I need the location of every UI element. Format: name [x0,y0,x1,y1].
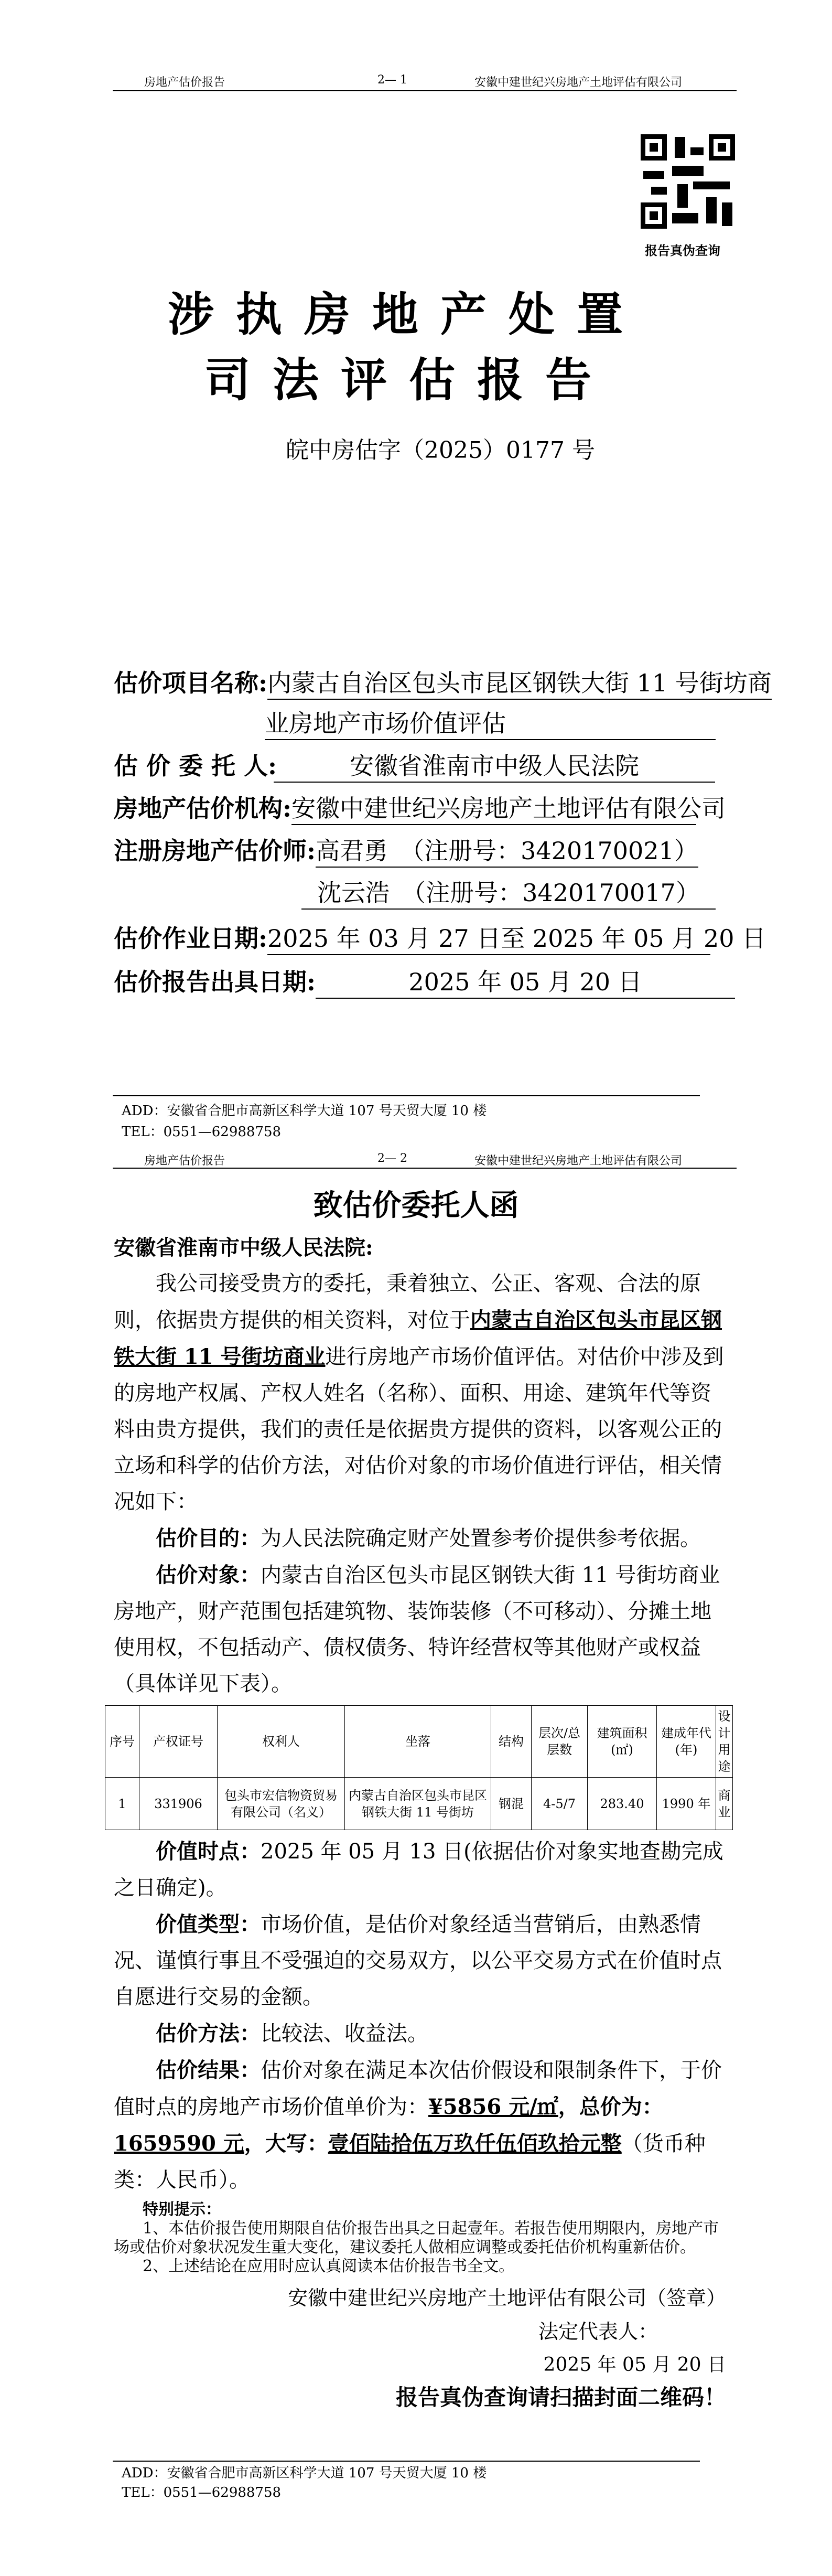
table-header-cell: 设计用途 [716,1706,733,1778]
footer-rule [113,1095,700,1096]
table-header-cell: 权利人 [218,1706,345,1778]
object-paragraph [114,1557,726,1702]
letter-body [114,1230,726,1702]
text-span [651,187,667,195]
text-span [643,171,664,179]
text-span: 内蒙古自治区包头市昆区钢铁大街 11 号街坊商业 [114,1308,722,1369]
text-span [690,147,704,155]
table-header-cell: 建成年代(年) [657,1706,716,1778]
text-span [677,184,688,208]
table-header-cell: 结构 [491,1706,532,1778]
text-span: 估价目的： [156,1526,261,1551]
text-span: ，总价为： [558,2094,663,2119]
text-span: 注册房地产估价师: [114,837,316,865]
header-page: 2— 2 [377,1152,407,1165]
header-right: 安徽中建世纪兴房地产土地评估有限公司 [474,1155,683,1168]
table-cell: 283.40 [588,1778,657,1830]
field-issue-date [114,963,735,999]
footer-address: ADD：安徽省合肥市高新区科学大道 107 号天贸大厦 10 楼 [122,2465,487,2481]
field-client [114,747,715,783]
table-header-cell: 产权证号 [139,1706,218,1778]
intro-paragraph [114,1266,726,1520]
cover-page [0,0,832,1149]
text-span: 估价报告出具日期: [114,968,316,996]
text-span: 估 价 委 托 人: [114,752,277,780]
header-rule [113,90,737,91]
total-price-chinese: 壹佰陆拾伍万玖仟伍佰玖拾元整 [328,2131,622,2156]
table-cell: 包头市宏信物资贸易有限公司（名义） [218,1778,345,1830]
text-span: 市场价值，是估价对象经适当营销后，由熟悉情况、谨慎行事且不受强迫的交易双方，以公平交易方式在价值时点自愿进行交易的金额。 [114,1912,722,2009]
table-cell: 1990 年 [657,1778,716,1830]
text-span [706,197,717,223]
footer-address: ADD：安徽省合肥市高新区科学大道 107 号天贸大厦 10 楼 [122,1103,487,1119]
text-span: 价值类型： [156,1912,261,1937]
signature-company: 安徽中建世纪兴房地产土地评估有限公司（签章） [287,2286,726,2310]
text-span: 高君勇 （注册号：3420170021） [316,832,698,868]
text-span [675,137,685,158]
unit-price: ¥5856 元/㎡ [428,2094,558,2119]
field-project-name-cont: 业房地产市场价值评估 [265,704,716,740]
table-header-cell: 坐落 [345,1706,491,1778]
signature-block [114,2281,726,2413]
text-span: 估价项目名称: [114,669,267,697]
purpose-paragraph [114,1520,726,1557]
header-page: 2— 1 [377,73,407,87]
verification-hint: 报告真伪查询请扫描封面二维码！ [395,2385,726,2410]
notice-title: 特别提示： [143,2200,221,2219]
field-agency [114,789,726,825]
text-span [650,211,658,220]
text-span: 进行房地产市场价值评估。对估价中涉及到的房地产权属、产权人姓名（名称）、面积、用途、建筑年代等资料由贵方提供，我们的责任是依据贵方提供的资料，以客观公正的立场和科学的估价方法，对估价对象的市场价值进行评估，相关情况如下： [114,1345,724,1514]
text-span: 估价结果： [156,2058,261,2082]
signature-date: 2025 年 05 月 20 日 [543,2354,726,2376]
cover-title-line2: 司法评估报告 [204,352,614,407]
qr-caption: 报告真伪查询 [645,243,720,258]
text-span [105,1706,733,1778]
table-header-cell: 序号 [105,1706,139,1778]
table-header-cell: 层次/总层数 [532,1706,588,1778]
text-span: 安徽省淮南市中级人民法院 [274,747,715,783]
header-right: 安徽中建世纪兴房地产土地评估有限公司 [474,76,683,89]
field-project-name [114,664,772,700]
qr-code-icon[interactable] [641,134,735,229]
page-header [144,1152,737,1168]
text-span [672,213,698,223]
text-span: （货币种类：人民币）。 [114,2132,706,2192]
text-span [650,143,658,152]
table-cell: 内蒙古自治区包头市昆区钢铁大街 11 号街坊 [345,1778,491,1830]
header-left: 房地产估价报告 [144,76,225,89]
letter-body-2 [114,1833,726,2198]
footer-tel: TEL：0551—62988758 [122,2485,282,2500]
table-cell: 4-5/7 [532,1778,588,1830]
table-cell: 1 [105,1778,139,1830]
report-number: 皖中房估字（2025）0177 号 [286,437,595,464]
table-cell: 331906 [139,1778,218,1830]
text-span: 房地产估价机构: [114,794,291,822]
letter-page [0,1149,832,2576]
text-span: 内蒙古自治区包头市昆区钢铁大街 11 号街坊商业房地产，财产范围包括建筑物、装饰装修（不可移动）、分摊土地使用权，不包括动产、债权债务、特许经营权等其他财产或权益（具体详见下表）。 [114,1563,720,1696]
method-paragraph [114,2015,726,2052]
text-span: 比较法、收益法。 [261,2022,428,2046]
text-span: 安徽中建世纪兴房地产土地评估有限公司 [291,789,696,825]
text-span: 2025 年 03 月 27 日至 2025 年 05 月 20 日 [267,920,710,955]
cover-title-line1: 涉执房地产处置 [168,287,645,341]
letter-title: 致估价委托人函 [313,1188,519,1223]
text-span [693,181,730,189]
value-type-paragraph [114,1906,726,2015]
notice-2: 2、上述结论在应用时应认真阅读本估价报告书全文。 [143,2257,515,2275]
text-span [722,202,732,226]
text-span: 估价对象在满足本次估价假设和限制条件下，于价值时点的房地产市场价值单价为： [114,2058,722,2119]
footer-rule [113,2461,700,2462]
text-span: 为人民法院确定财产处置参考价提供参考依据。 [261,1526,701,1551]
field-appraiser [114,832,698,868]
text-span: 内蒙古自治区包头市昆区钢铁大街 11 号街坊商 [267,664,772,700]
addressee: 安徽省淮南市中级人民法院: [114,1235,373,1260]
result-paragraph [114,2052,726,2198]
table-header-row [105,1706,733,1778]
legal-representative: 法定代表人： [538,2320,658,2343]
text-span: 2025 年 05 月 20 日 [316,963,735,999]
table-cell: 商业 [716,1778,733,1830]
text-span: ，大写： [244,2131,328,2156]
field-appraiser-row2 [301,874,716,910]
text-span: 估价对象： [156,1563,261,1587]
table-cell: 钢混 [491,1778,532,1830]
text-span [718,143,726,152]
value-date-paragraph [114,1833,726,1906]
notice-1: 1、本估价报告使用期限自估价报告出具之日起壹年。若报告使用期限内，房地产市场或估价对象状况发生重大变化，建议委托人做相应调整或委托估价机构重新估价。 [114,2219,719,2257]
text-span: 价值时点： [156,1839,261,1864]
property-table [105,1705,733,1830]
field-project-name-row2 [265,704,716,740]
text-span [105,1778,733,1830]
text-span: 估价作业日期: [114,924,267,953]
table-header-cell: 建筑面积(㎡) [588,1706,657,1778]
header-left: 房地产估价报告 [144,1155,225,1168]
total-price: 1659590 元 [114,2131,244,2156]
text-span: 2025 年 05 月 13 日(依据估价对象实地查勘完成之日确定)。 [114,1840,723,1900]
field-appraiser-2: 沈云浩 （注册号：3420170017） [301,874,716,910]
field-work-date [114,920,766,955]
notices [114,2200,726,2276]
text-span [672,166,704,176]
footer-tel: TEL：0551—62988758 [122,1124,282,1140]
text-span: 我公司接受贵方的委托，秉着独立、公正、客观、合法的原则，依据贵方提供的相关资料，对位于 [114,1271,701,1332]
text-span: 估价方法： [156,2021,261,2046]
table-row [105,1778,733,1830]
